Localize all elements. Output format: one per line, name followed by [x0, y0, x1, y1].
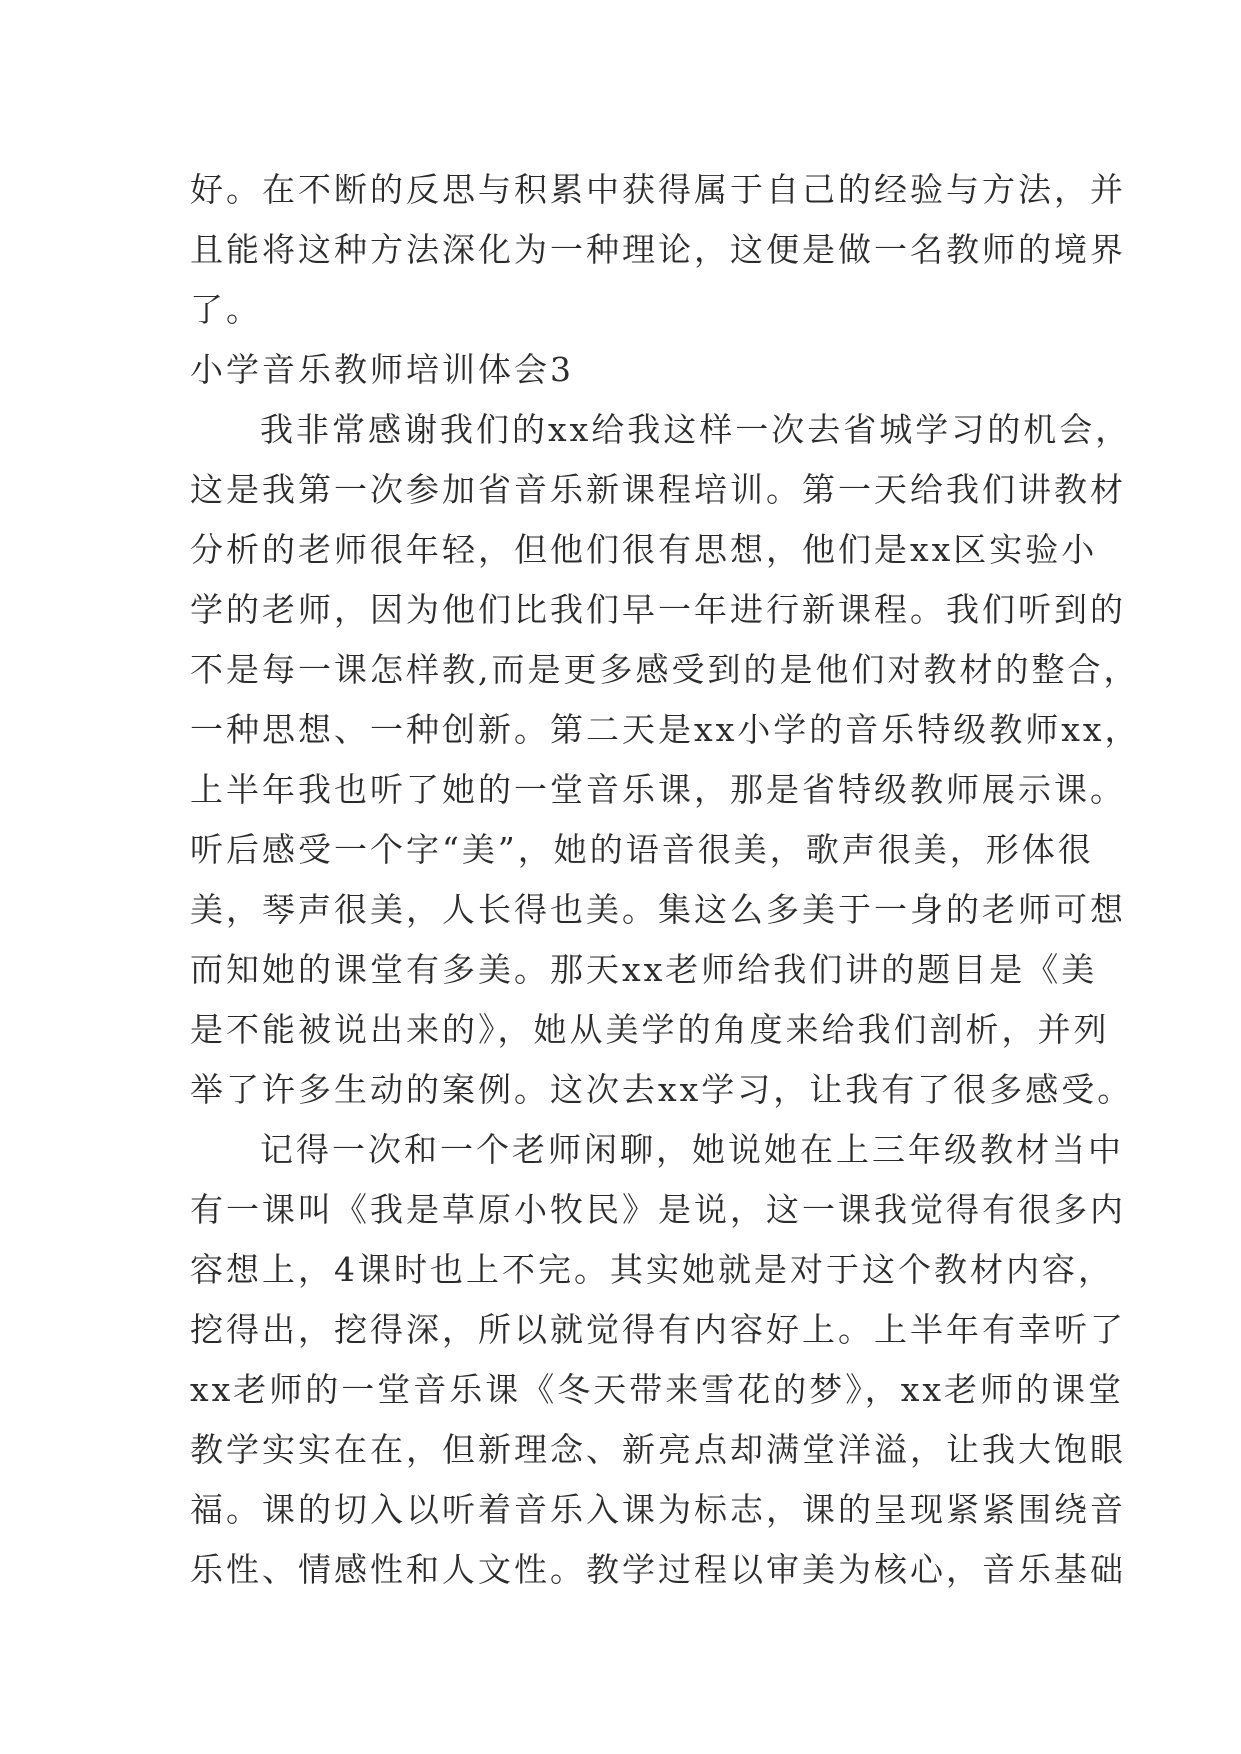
- text-line: 乐性、情感性和人文性。教学过程以审美为核心，音乐基础: [190, 1550, 1126, 1589]
- text-line: 我非常感谢我们的xx给我这样一次去省城学习的机会，: [260, 410, 1132, 449]
- text-line: 容想上，4课时也上不完。其实她就是对于这个教材内容，: [190, 1250, 1114, 1289]
- text-line: 不是每一课怎样教,而是更多感受到的是他们对教材的整合，: [190, 650, 1140, 689]
- text-line: 分析的老师很年轻，但他们很有思想，他们是xx区实验小: [190, 530, 1098, 569]
- text-line: 福。课的切入以听着音乐入课为标志，课的呈现紧紧围绕音: [190, 1490, 1126, 1529]
- text-line: xx老师的一堂音乐课《冬天带来雪花的梦》，xx老师的课堂: [190, 1370, 1124, 1409]
- text-line: 听后感受一个字“美”，她的语音很美，歌声很美，形体很: [190, 830, 1094, 869]
- text-line: 教学实实在在，但新理念、新亮点却满堂洋溢，让我大饱眼: [190, 1430, 1126, 1469]
- text-line: 好。在不断的反思与积累中获得属于自己的经验与方法，并: [190, 170, 1126, 209]
- text-line: 美，琴声很美，人长得也美。集这么多美于一身的老师可想: [190, 890, 1126, 929]
- text-line: 记得一次和一个老师闲聊，她说她在上三年级教材当中: [260, 1130, 1124, 1169]
- document-body: [190, 160, 1141, 1600]
- section-heading: 小学音乐教师培训体会3: [190, 350, 574, 389]
- text-line: 而知她的课堂有多美。那天xx老师给我们讲的题目是《美: [190, 950, 1098, 989]
- text-line: 上半年我也听了她的一堂音乐课，那是省特级教师展示课。: [190, 770, 1126, 809]
- text-line: 了。: [190, 290, 262, 329]
- text-line: 挖得出，挖得深，所以就觉得有内容好上。上半年有幸听了: [190, 1310, 1126, 1349]
- text-line: 这是我第一次参加省音乐新课程培训。第一天给我们讲教材: [190, 470, 1126, 509]
- text-line: 是不能被说出来的》，她从美学的角度来给我们剖析，并列: [190, 1010, 1110, 1049]
- text-line: 学的老师，因为他们比我们早一年进行新课程。我们听到的: [190, 590, 1126, 629]
- text-line: 举了许多生动的案例。这次去xx学习，让我有了很多感受。: [190, 1070, 1134, 1109]
- text-line: 且能将这种方法深化为一种理论，这便是做一名教师的境界: [190, 230, 1126, 269]
- text-line: 有一课叫《我是草原小牧民》是说，这一课我觉得有很多内: [190, 1190, 1126, 1229]
- text-line: 一种思想、一种创新。第二天是xx小学的音乐特级教师xx，: [190, 710, 1141, 749]
